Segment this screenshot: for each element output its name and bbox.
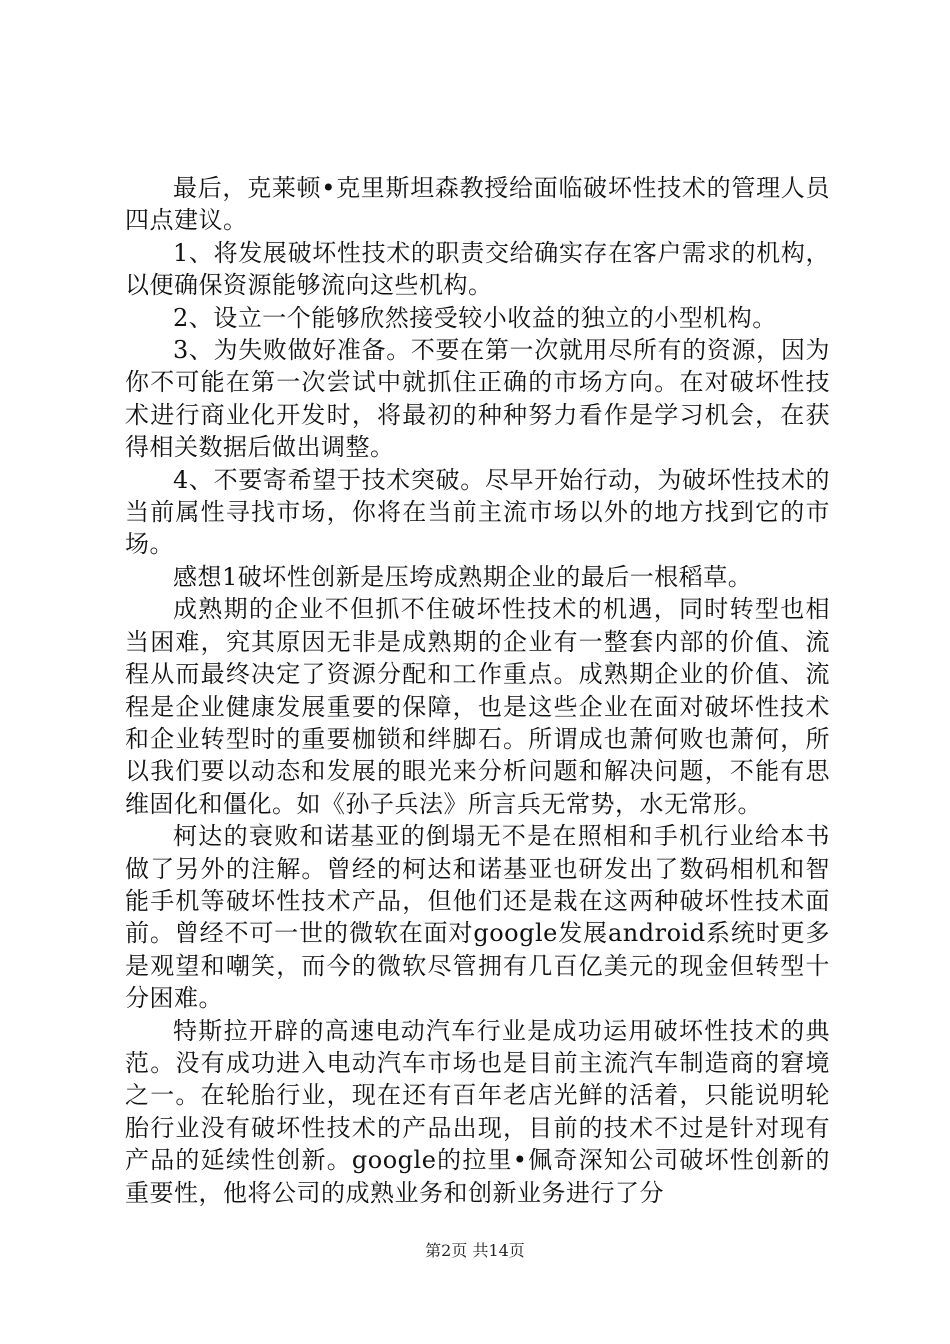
paragraph-kodak-nokia: 柯达的衰败和诺基亚的倒塌无不是在照相和手机行业给本书做了另外的注解。曾经的柯达和诺基亚也研发出了数码相机和智能手机等破坏性技术产品，但他们还是栽在这两种破坏性技术面前。曾经不可一世的微软在面对google发展android系统时更多是观望和嘲笑，而今的微软尽管拥有几百亿美元的现金但转型十分困难。 [125,822,830,1013]
paragraph-reflection-heading: 感想1破坏性创新是压垮成熟期企业的最后一根稻草。 [173,562,753,591]
page-footer: 第2页 共14页 [425,1241,525,1260]
paragraph-advice-4: 4、不要寄希望于技术突破。尽早开始行动，为破坏性技术的当前属性寻找市场，你将在当前主流市场以外的地方找到它的市场。 [125,465,830,559]
paragraph-advice-1: 1、将发展破坏性技术的职责交给确实存在客户需求的机构，以便确保资源能够流向这些机构。 [125,238,830,300]
paragraph-intro: 最后，克莱顿•克里斯坦森教授给面临破坏性技术的管理人员四点建议。 [125,174,830,235]
paragraph-mature-companies: 成熟期的企业不但抓不住破坏性技术的机遇，同时转型也相当困难，究其原因无非是成熟期的企业有一整套内部的价值、流程从而最终决定了资源分配和工作重点。成熟期企业的价值、流程是企业健康发展重要的保障，也是这些企业在面对破坏性技术和企业转型时的重要枷锁和绊脚石。所谓成也萧何败也萧何，所以我们要以动态和发展的眼光来分析问题和解决问题，不能有思维固化和僵化。如《孙子兵法》所言兵无常势，水无常形。 [125,595,830,818]
paragraph-advice-2: 2、设立一个能够欣然接受较小收益的独立的小型机构。 [173,303,777,332]
paragraph-tesla-google: 特斯拉开辟的高速电动汽车行业是成功运用破坏性技术的典范。没有成功进入电动汽车市场也是目前主流汽车制造商的窘境之一。在轮胎行业，现在还有百年老店光鲜的活着，只能说明轮胎行业没有破坏性技术的产品出现，目前的技术不过是针对现有产品的延续性创新。google的拉里•佩奇深知公司破坏性创新的重要性，他将公司的成熟业务和创新业务进行了分 [125,1016,830,1207]
paragraph-advice-3: 3、为失败做好准备。不要在第一次就用尽所有的资源，因为你不可能在第一次尝试中就抓住正确的市场方向。在对破坏性技术进行商业化开发时，将最初的种种努力看作是学习机会，在获得相关数据后做出调整。 [125,336,830,462]
document-body [125,172,830,1209]
